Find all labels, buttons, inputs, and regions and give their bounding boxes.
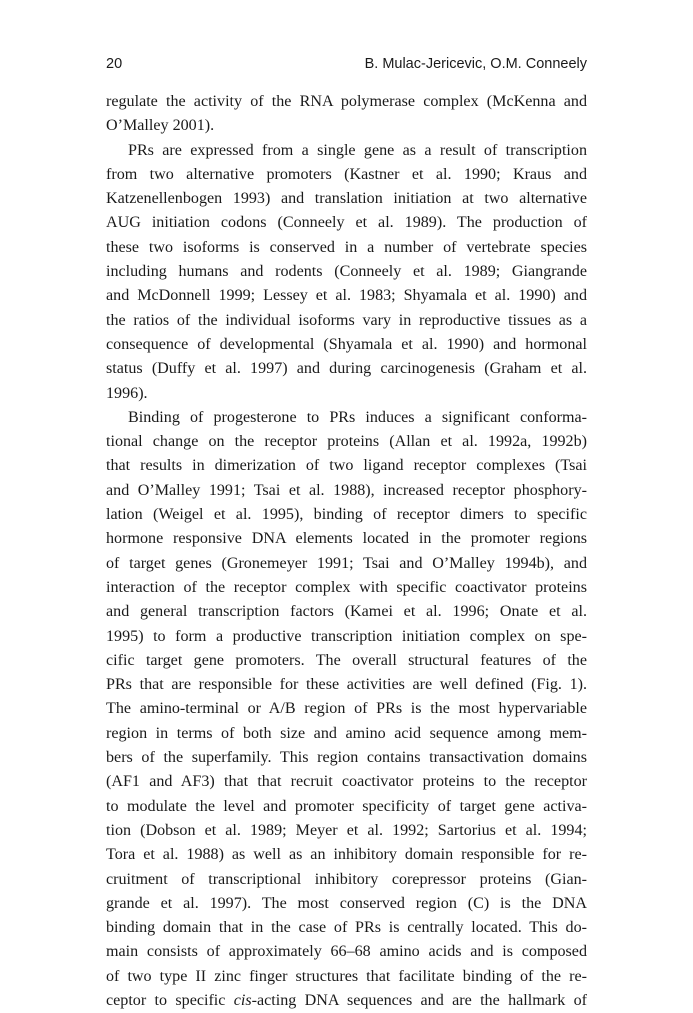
text-line: Tora et al. 1988) as well as an inhibitory domain responsible for re- [106,846,587,864]
text-line [106,989,587,1013]
text-line: (AF1 and AF3) that that recruit coactivator proteins to the receptor [106,773,587,791]
text-line: PRs that are responsible for these activities are well defined (Fig. 1). [106,676,587,694]
text-line: tional change on the receptor proteins (Allan et al. 1992a, 1992b) [106,433,587,451]
page-number: 20 [106,56,123,72]
text-line: and McDonnell 1999; Lessey et al. 1983; Shyamala et al. 1990) and [106,287,587,305]
text-line: Binding of progesterone to PRs induces a significant conforma- [128,408,587,426]
paragraph [106,406,587,1013]
text-line: tion (Dobson et al. 1989; Meyer et al. 1992; Sartorius et al. 1994; [106,821,587,839]
running-head-authors: B. Mulac-Jericevic, O.M. Conneely [364,56,587,72]
text-line: main consists of approximately 66–68 amino acids and is composed [106,943,587,961]
text-line: from two alternative promoters (Kastner et al. 1990; Kraus and [106,165,587,183]
text-line: Katzenellenbogen 1993) and translation initiation at two alternative [106,190,587,208]
text-line: region in terms of both size and amino acid sequence among mem- [106,724,587,742]
text-line: of target genes (Gronemeyer 1991; Tsai and O’Malley 1994b), and [106,554,587,572]
text-line: these two isoforms is conserved in a number of vertebrate species [106,238,587,256]
text-line: consequence of developmental (Shyamala et al. 1990) and hormonal [106,335,587,353]
body-text [106,90,587,1013]
text-line: regulate the activity of the RNA polymerase complex (McKenna and [106,93,587,110]
text-line: to modulate the level and promoter specificity of target gene activa- [106,797,587,815]
text-line: AUG initiation codons (Conneely et al. 1989). The production of [106,214,587,232]
text-line: cific target gene promoters. The overall structural features of the [106,651,587,669]
text-line: including humans and rodents (Conneely et al. 1989; Giangrande [106,263,587,281]
text-line: 1996). [106,384,148,402]
text-segment: -acting DNA sequences and are the hallmark of [251,991,588,1009]
text-line: The amino-terminal or A/B region of PRs is the most hypervariable [106,700,587,718]
text-line: PRs are expressed from a single gene as a result of transcription [128,141,587,159]
text-line: the ratios of the individual isoforms vary in reproductive tissues as a [106,311,587,329]
text-segment: ceptor to specific [106,991,234,1009]
text-line: lation (Weigel et al. 1995), binding of receptor dimers to specific [106,506,587,524]
text-line: that results in dimerization of two ligand receptor complexes (Tsai [106,457,587,475]
text-line: and general transcription factors (Kamei et al. 1996; Onate et al. [106,603,587,621]
text-line: 1995) to form a productive transcription initiation complex on spe- [106,627,587,645]
text-line: binding domain that in the case of PRs is centrally located. This do- [106,919,587,937]
text-line: of two type II zinc finger structures that facilitate binding of the re- [106,967,587,985]
text-line: cruitment of transcriptional inhibitory corepressor proteins (Gian- [106,870,587,888]
paragraph [106,139,587,406]
text-line: O’Malley 2001). [106,117,215,135]
text-line: hormone responsive DNA elements located in the promoter regions [106,530,587,548]
text-line: grande et al. 1997). The most conserved region (C) is the DNA [106,894,587,912]
paragraph [106,90,587,139]
text-line: status (Duffy et al. 1997) and during carcinogenesis (Graham et al. [106,360,587,378]
italic-term: cis [233,991,252,1009]
text-line: bers of the superfamily. This region contains transactivation domains [106,749,587,767]
text-line: interaction of the receptor complex with specific coactivator proteins [106,578,587,596]
text-line: and O’Malley 1991; Tsai et al. 1988), increased receptor phosphory- [106,481,587,499]
